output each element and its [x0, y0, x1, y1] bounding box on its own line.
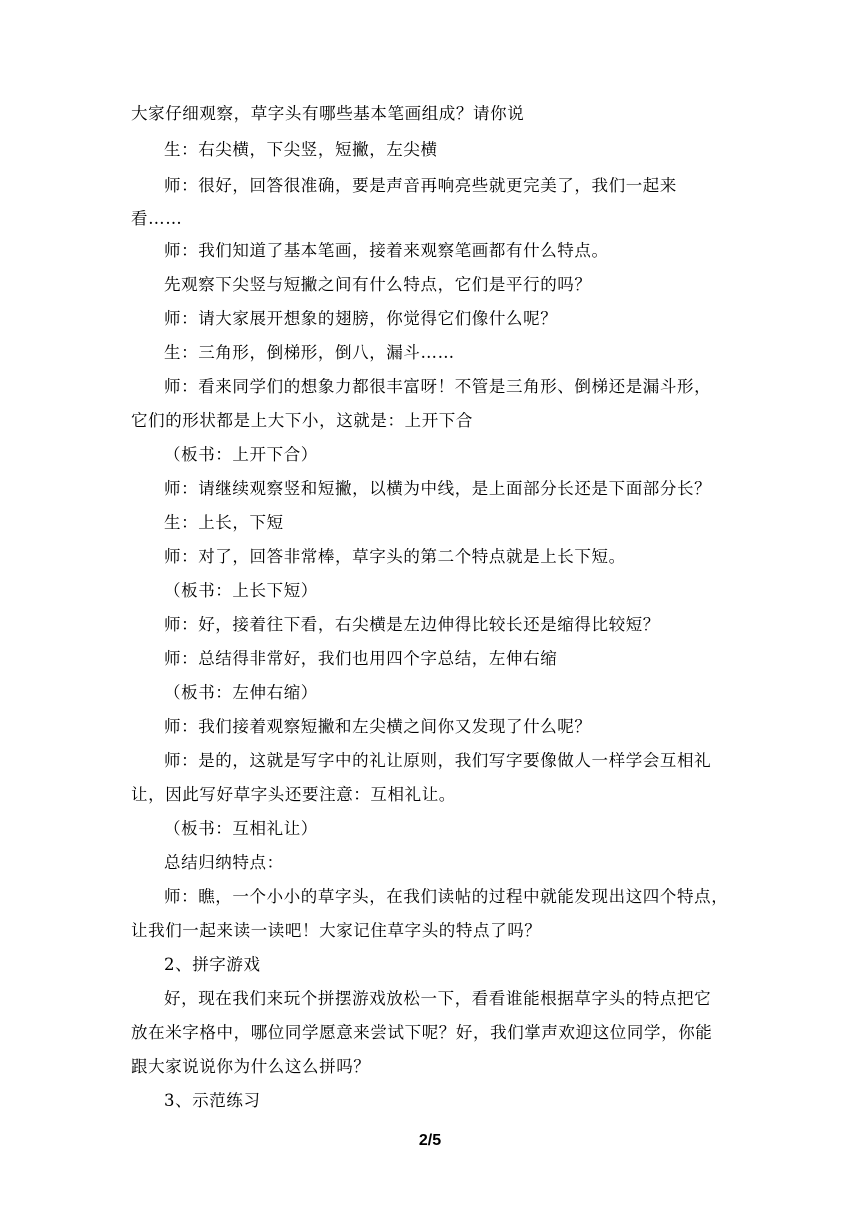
text-line: 师：对了，回答非常棒，草字头的第二个特点就是上长下短。	[164, 547, 626, 566]
text-line: 生：上长，下短	[164, 513, 284, 532]
text-line: 让，因此写好草字头还要注意：互相礼让。	[131, 785, 456, 804]
text-line: 师：请继续观察竖和短撇，以横为中线，是上面部分长还是下面部分长？	[164, 479, 712, 498]
text-line: 先观察下尖竖与短撇之间有什么特点，它们是平行的吗？	[164, 275, 592, 294]
text-line: 师：好，接着往下看，右尖横是左边伸得比较长还是缩得比较短？	[164, 615, 660, 634]
text-line: 师：是的，这就是写字中的礼让原则，我们写字要像做人一样学会互相礼	[164, 751, 712, 770]
board-note: （板书：左伸右缩）	[164, 683, 318, 702]
text-line: 跟大家说说你为什么这么拼吗？	[131, 1057, 371, 1076]
text-line: 师：很好，回答很准确，要是声音再响亮些就更完美了，我们一起来	[164, 176, 677, 195]
section-heading: 3、示范练习	[164, 1091, 261, 1110]
board-note: （板书：上长下短）	[164, 581, 318, 600]
text-line: 让我们一起来读一读吧！大家记住草字头的特点了吗？	[131, 921, 542, 940]
text-line: 总结归纳特点：	[164, 853, 284, 872]
text-line: 师：看来同学们的想象力都很丰富呀！不管是三角形、倒梯还是漏斗形，	[164, 377, 712, 396]
text-line: 生：三角形，倒梯形，倒八，漏斗……	[164, 343, 455, 362]
section-heading: 2、拼字游戏	[164, 955, 261, 974]
text-line: 好，现在我们来玩个拼摆游戏放松一下，看看谁能根据草字头的特点把它	[164, 989, 712, 1008]
text-line: 它们的形状都是上大下小，这就是：上开下合	[131, 411, 473, 430]
text-line: 大家仔细观察，草字头有哪些基本笔画组成？请你说	[131, 104, 525, 123]
board-note: （板书：上开下合）	[164, 445, 318, 464]
page-number: 2/5	[418, 1132, 442, 1149]
text-line: 生：右尖横，下尖竖，短撇，左尖横	[164, 140, 438, 159]
text-line: 师：请大家展开想象的翅膀，你觉得它们像什么呢？	[164, 309, 558, 328]
text-line: 师：我们知道了基本笔画，接着来观察笔画都有什么特点。	[164, 241, 609, 260]
text-line: 放在米字格中，哪位同学愿意来尝试下呢？好，我们掌声欢迎这位同学，你能	[131, 1023, 713, 1042]
board-note: （板书：互相礼让）	[164, 819, 318, 838]
text-line: 师：瞧，一个小小的草字头，在我们读帖的过程中就能发现出这四个特点，	[164, 887, 729, 906]
text-line: 师：总结得非常好，我们也用四个字总结，左伸右缩	[164, 649, 558, 668]
text-line: 看……	[131, 209, 183, 228]
text-line: 师：我们接着观察短撇和左尖横之间你又发现了什么呢？	[164, 717, 592, 736]
